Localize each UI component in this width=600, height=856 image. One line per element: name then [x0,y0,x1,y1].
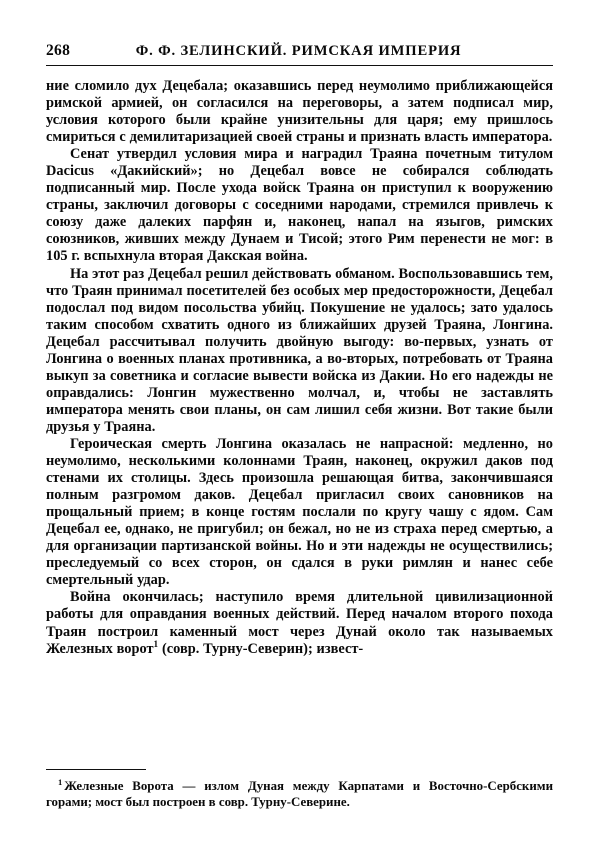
header-divider-rule [46,65,553,66]
footnote-reference-marker: 1 [153,638,159,649]
paragraph: На этот раз Децебал решил действовать обманом. Воспользовавшись тем, что Траян принимал посетителей без особых мер предосторожности, Децебал подослал под видом посольства убийц. Покушение не удалось; зато удалось таким способом схватить одного из ближайших друзей Траяна, Лонгина. Децебал рассчитывал получить двойную выгоду: во-первых, узнать от Лонгина о военных планах противника, а во-вторых, потребовать от Траяна выкуп за советника и согласие вывести войска из Дакии. Но его надежды не оправдались: Лонгин мужественно молчал, и, чтобы не заставлять императора менять свои планы, он сам лишил себя жизни. Вот такие были друзья у Траяна. [46,265,553,435]
paragraph: Сенат утвердил условия мира и наградил Траяна почетным титулом Dacicus «Дакийский»; но Децебал вовсе не собирался соблюдать подписанный мир. После ухода войск Траяна он приступил к вооружению страны, заключил договоры с соседними народами, стремился привлечь к союзу даже далеких парфян и, наконец, напал на языгов, римских союзников, живших между Дунаем и Тисой; этого Рим перенести не мог: в 105 г. вспыхнула вторая Дакская война. [46,146,553,265]
running-head [46,42,553,68]
paragraph-continued: ние сломило дух Децебала; оказавшись перед неумолимо приближающейся римской армией, он согласился на переговоры, а затем подписал мир, условия которого были крайне унизительны для царя; ему пришлось смириться с демилитаризацией своей страны и признать власть императора. [46,78,553,146]
footnote-entry [46,778,553,811]
page-number: 268 [46,42,71,59]
footnote-divider-rule [46,769,146,770]
running-head-row [46,42,553,64]
running-title: Ф. Ф. ЗЕЛИНСКИЙ. РИМСКАЯ ИМПЕРИЯ [135,43,462,59]
footnote-block [46,769,553,811]
text-column [46,78,553,658]
footnote-body-text: Железные Ворота — излом Дуная между Карпатами и Восточно-Сербскими горами; мост был построен в совр. Турну-Северине. [46,779,553,810]
paragraph-text-before-ref: Война окончилась; наступило время длительной цивилизационной работы для оправдания военных действий. Перед началом второго похода Траян построил каменный мост через Дунай около так называемых Железных ворот [46,589,553,657]
paragraph-text-after-ref: (совр. Турну-Северин); извест- [158,640,364,657]
paragraph-with-footnote-ref [46,589,553,657]
footnote-number: 1 [58,776,63,787]
paragraph: Героическая смерть Лонгина оказалась не напрасной: медленно, но неумолимо, несколькими колоннами Траян, наконец, окружил даков под стенами их столицы. Здесь произошла решающая битва, закончившаяся полным разгромом даков. Децебал пригласил своих сановников на прощальный прием; в конце гостям послали по кругу чашу с ядом. Сам Децебал ее, однако, не пригубил; он бежал, но не из страха перед смертью, а для организации партизанской войны. Но и эти надежды не осуществились; преследуемый со всех сторон, он сдался в руки римлян и нанес себе смертельный удар. [46,435,553,589]
